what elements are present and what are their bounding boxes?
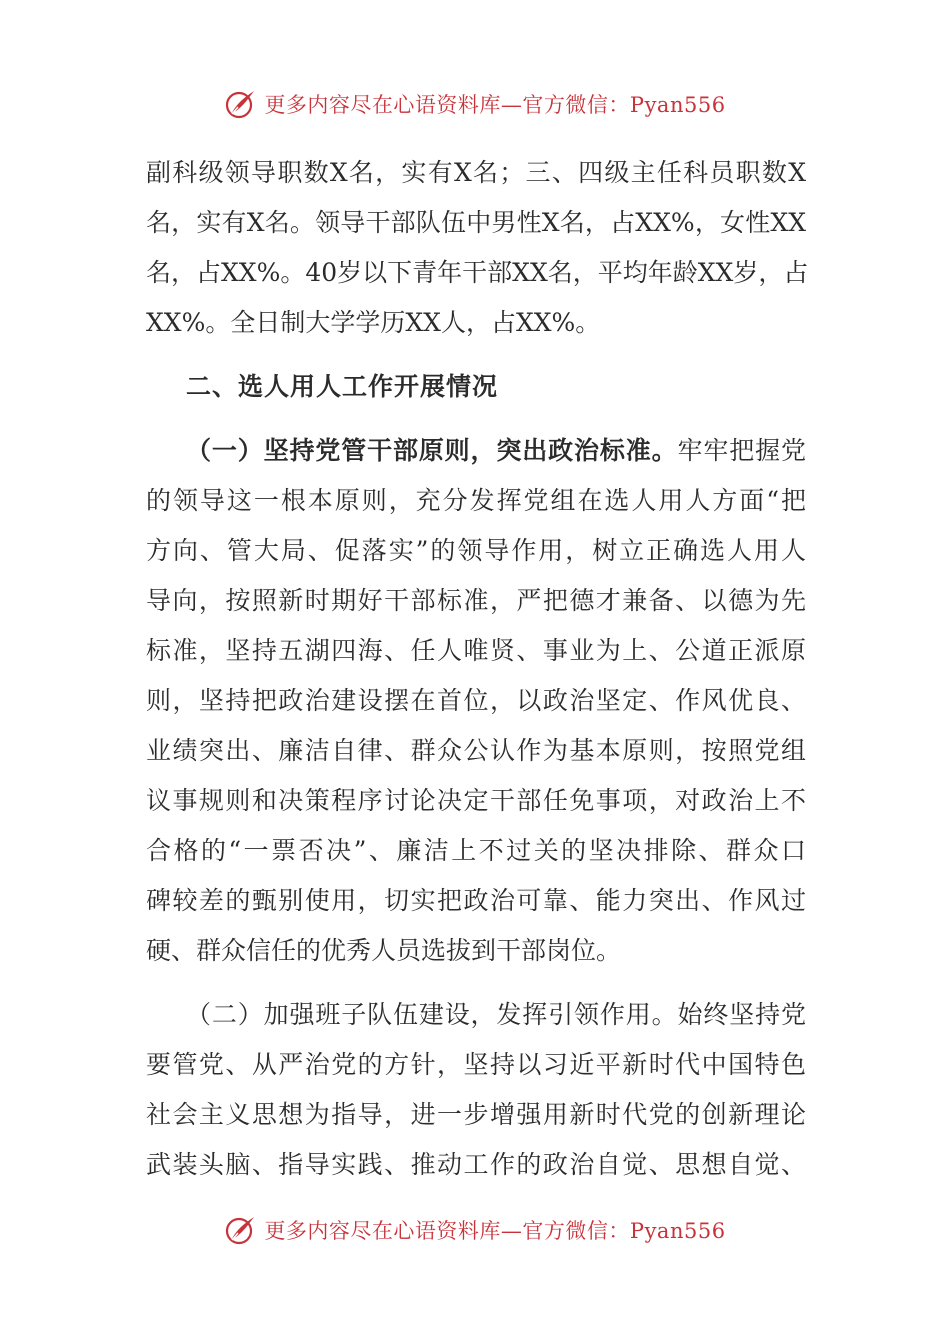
text-line: 业绩突出、廉洁自律、群众公认作为基本原则，按照党组: [146, 736, 806, 765]
text-line: XX%。全日制大学学历XX人，占XX%。: [146, 308, 601, 337]
text-line: 的领导这一根本原则，充分发挥党组在选人用人方面“把: [146, 486, 806, 515]
text-line: 要管党、从严治党的方针，坚持以习近平新时代中国特色: [146, 1050, 806, 1079]
text-line: 方向、管大局、促落实”的领导作用，树立正确选人用人: [146, 536, 806, 565]
watermark-footer: [0, 1208, 950, 1252]
text-line: 名，实有X名。领导干部队伍中男性X名，占XX%，女性XX: [146, 208, 806, 237]
paragraph-lead-line: [146, 426, 806, 476]
document-body: [146, 148, 809, 1190]
paragraph-one: [146, 426, 806, 976]
text-line: 合格的“一票否决”、廉洁上不过关的坚决排除、群众口: [146, 836, 806, 865]
quill-logo-icon: [224, 87, 258, 121]
text-line: 碑较差的甄别使用，切实把政治可靠、能力突出、作风过: [146, 886, 806, 915]
watermark-header: [0, 82, 950, 126]
paragraph-lead-rest: 牢牢把握党: [677, 436, 806, 465]
paragraph-lead: （一）坚持党管干部原则，突出政治标准。: [186, 436, 678, 465]
text-line: 社会主义思想为指导，进一步增强用新时代党的创新理论: [146, 1100, 806, 1129]
text-line: 则，坚持把政治建设摆在首位，以政治坚定、作风优良、: [146, 686, 806, 715]
text-line: 名，占XX%。40岁以下青年干部XX名，平均年龄XX岁，占: [146, 258, 809, 287]
section-heading: 二、选人用人工作开展情况: [186, 372, 499, 401]
text-line: （二）加强班子队伍建设，发挥引领作用。始终坚持党: [186, 1000, 806, 1029]
watermark-text: 更多内容尽在心语资料库—官方微信：Pyan556: [264, 1219, 726, 1243]
text-line: 议事规则和决策程序讨论决定干部任免事项，对政治上不: [146, 786, 806, 815]
quill-logo-icon: [224, 1213, 258, 1247]
text-line: 导向，按照新时期好干部标准，严把德才兼备、以德为先: [146, 586, 806, 615]
text-line: 硬、群众信任的优秀人员选拔到干部岗位。: [146, 936, 622, 965]
text-line: 武装头脑、指导实践、推动工作的政治自觉、思想自觉、: [146, 1150, 806, 1179]
section1-paragraph: [146, 148, 809, 348]
text-line: 副科级领导职数X名，实有X名；三、四级主任科员职数X: [146, 158, 806, 187]
watermark-text: 更多内容尽在心语资料库—官方微信：Pyan556: [264, 93, 726, 117]
text-line: 标准，坚持五湖四海、任人唯贤、事业为上、公道正派原: [146, 636, 806, 665]
paragraph-two: [146, 990, 806, 1190]
